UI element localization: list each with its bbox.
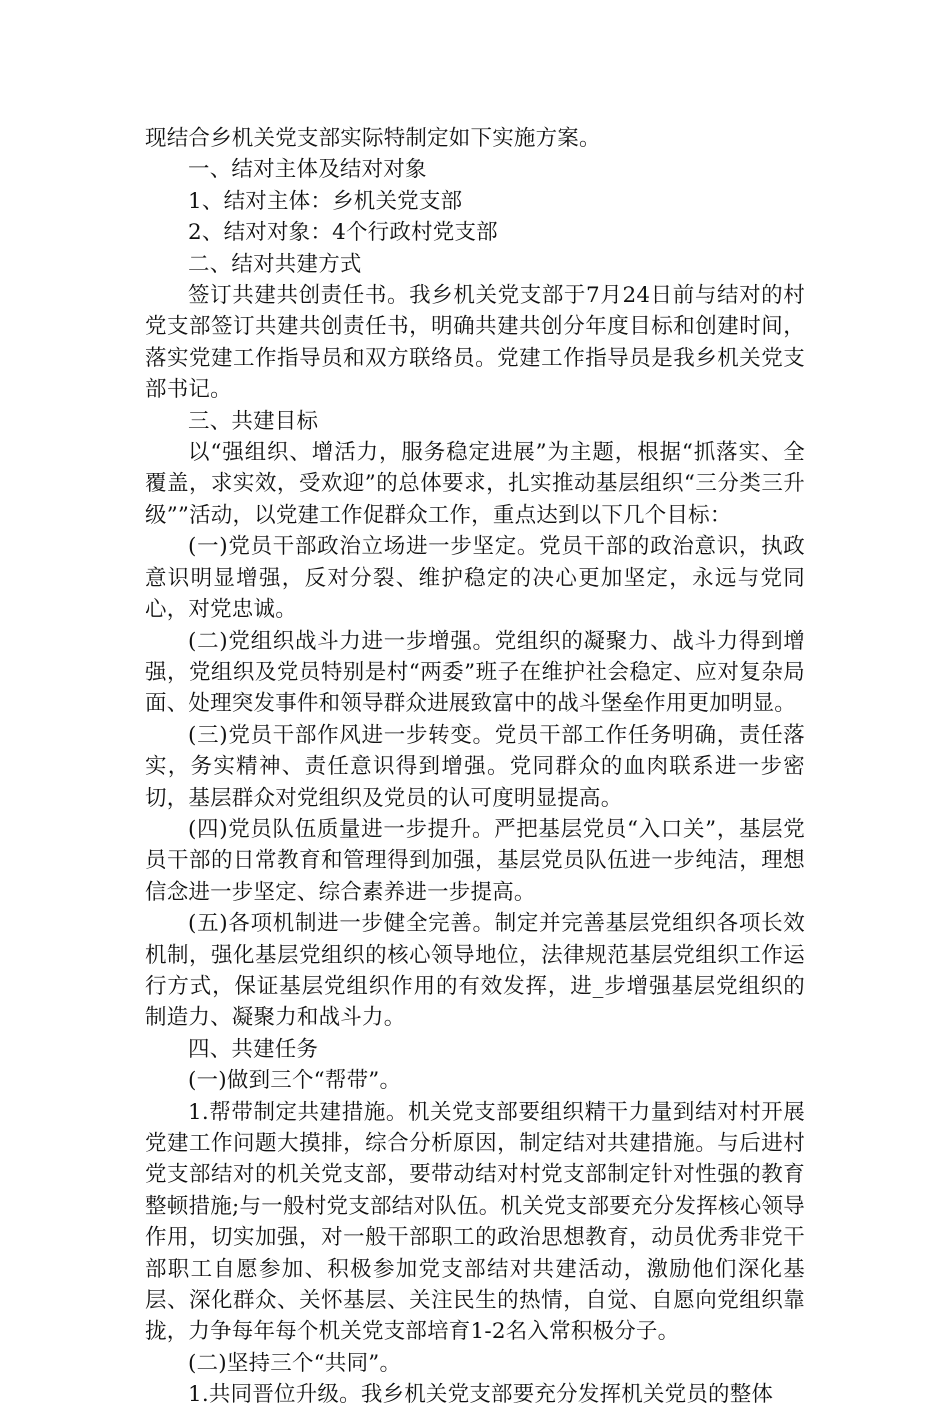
paragraph-common-upgrade: 1.共同晋位升级。我乡机关党支部要充分发挥机关党员的整体 [188, 1382, 774, 1408]
paragraph-goal-4: (四)党员队伍质量进一步提升。严把基层党员“入口关”，基层党员干部的日常教育和管理得到加强，基层党员队伍进一步纯洁，理想信念进一步坚定、综合素养进一步提高。 [145, 816, 805, 905]
paragraph-goals-intro: 以“强组织、增活力，服务稳定进展”为主题，根据“抓落实、全覆盖，求实效，受欢迎”的总体要求，扎实推动基层组织“三分类三升级””活动，以党建工作促群众工作，重点达到以下几个目标： [145, 440, 805, 528]
paragraph-subject: 1、结对主体：乡机关党支部 [188, 188, 463, 214]
heading-section-1: 一、结对主体及结对对象 [188, 157, 427, 183]
paragraph-goal-1: (一)党员干部政治立场进一步坚定。党员干部的政治意识，执政意识明显增强，反对分裂、维护稳定的决心更加坚定，永远与党同心，对党忠诚。 [145, 534, 805, 623]
paragraph-responsibility: 签订共建共创责任书。我乡机关党支部于7月24日前与结对的村党支部签订共建共创责任书，明确共建共创分年度目标和创建时间，落实党建工作指导员和双方联络员。党建工作指导员是我乡机关党支部书记。 [145, 283, 805, 403]
paragraph-goal-2: (二)党组织战斗力进一步增强。党组织的凝聚力、战斗力得到增强，党组织及党员特别是村“两委”班子在维护社会稳定、应对复杂局面、处理突发事件和领导群众进展致富中的战斗堡垒作用更加明显。 [145, 628, 805, 717]
paragraph-goal-5: (五)各项机制进一步健全完善。制定并完善基层党组织各项长效机制，强化基层党组织的核心领导地位，法律规范基层党组织工作运行方式，保证基层党组织作用的有效发挥，进_步增强基层党组织的制造力、凝聚力和战斗力。 [145, 911, 805, 1031]
paragraph-intro: 现结合乡机关党支部实际特制定如下实施方案。 [145, 126, 601, 151]
subheading-three-help: (一)做到三个“帮带”。 [188, 1068, 402, 1094]
paragraph-help-measures: 1.帮带制定共建措施。机关党支部要组织精干力量到结对村开展党建工作问题大摸排，综合分析原因，制定结对共建措施。与后进村党支部结对的机关党支部，要带动结对村党支部制定针对性强的教育整顿措施;与一般村党支部结对队伍。机关党支部要充分发挥核心领导作用，切实加强，对一般干部职工的政治思想教育，动员优秀非党干部职工自愿参加、积极参加党支部结对共建活动，激励他们深化基层、深化群众、关怀基层、关注民生的热情，自觉、自愿向党组织靠拢，力争每年每个机关党支部培育1-2名入常积极分子。 [145, 1099, 805, 1345]
paragraph-goal-3: (三)党员干部作风进一步转变。党员干部工作任务明确，责任落实，务实精神、责任意识得到增强。党同群众的血肉联系进一步密切，基层群众对党组织及党员的认可度明显提高。 [145, 722, 805, 811]
heading-section-4: 四、共建任务 [188, 1036, 319, 1062]
heading-section-3: 三、共建目标 [188, 408, 319, 434]
heading-section-2: 二、结对共建方式 [188, 251, 362, 277]
subheading-three-common: (二)坚持三个“共同”。 [188, 1350, 402, 1376]
paragraph-object: 2、结对对象：4个行政村党支部 [188, 220, 498, 246]
document-body [145, 123, 805, 1411]
